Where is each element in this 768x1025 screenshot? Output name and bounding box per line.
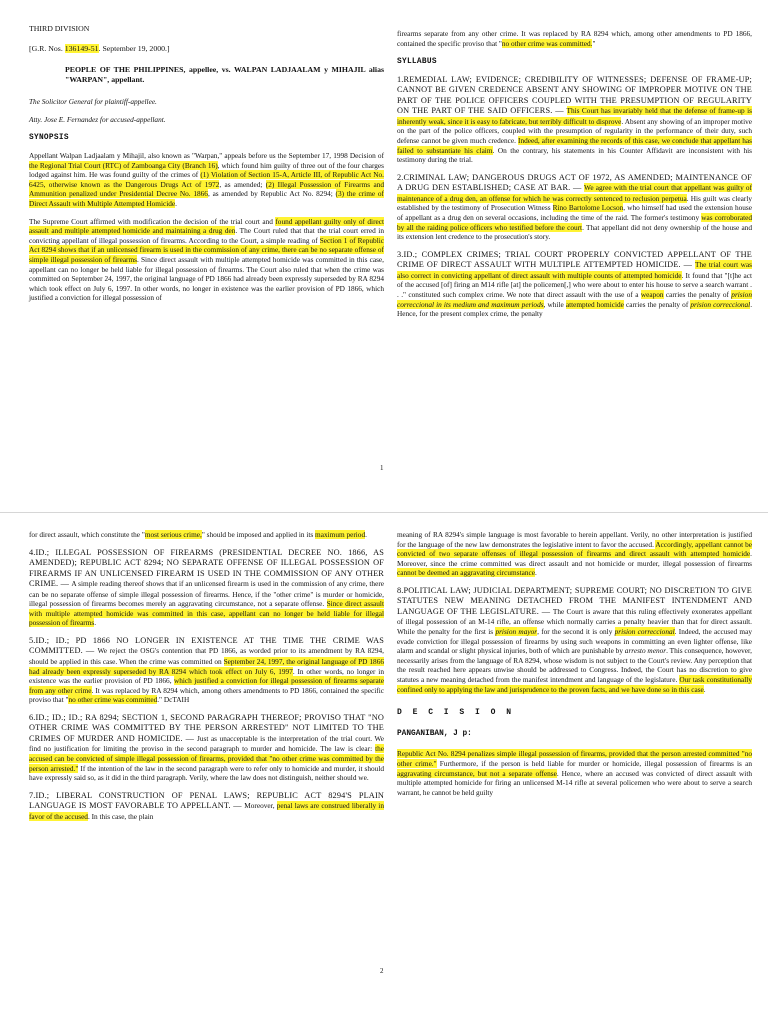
body-text: carries the penalty of xyxy=(663,289,732,299)
highlighted-text: (1) Violation of Section 15-A, Article III, of Republic Act No. 6425, otherwise known as the Dangerous Drugs Act of 1972 xyxy=(29,170,384,189)
highlighted-text: prision correccional xyxy=(614,627,675,637)
syllabus-item-6 xyxy=(29,713,384,783)
highlighted-text: September 24, 1997, the original language of PD 1866 had already been expressly superseded by RA 8294 which took effect on July 6, 1997 xyxy=(29,656,384,676)
synopsis-heading: SYNOPSIS xyxy=(29,134,69,143)
body-text: The Court is aware that this ruling effectively exonerates appellant of illegal possession of an M-14 rifle, an offense which normally carries a penalty heavier than that for direct assault. While the penalty for the first is xyxy=(397,606,752,637)
syllabus-heading-text: 2.CRIMINAL LAW; DANGEROUS DRUGS ACT OF 1972, AS AMENDED; MAINTENANCE OF A DRUG DEN ESTABLISHED; CASE AT BAR. — xyxy=(397,172,752,193)
body-text: " should be imposed and applied in its xyxy=(201,530,316,539)
body-text: firearms separate from any other crime. It was replaced by RA 8294 which, among other amendments to PD 1866, contained the specific proviso that " xyxy=(397,29,752,48)
highlighted-text: prision correccional xyxy=(690,299,751,309)
body-text: , as amended by Republic Act No. 8294; xyxy=(207,189,336,199)
body-text: . xyxy=(703,684,706,694)
body-text: . xyxy=(365,530,367,539)
highlighted-text: Since direct assault with multiple attempted homicide was committed in this case, appellant can no longer be held liable for illegal possession of firearms xyxy=(29,599,384,628)
highlighted-text: which justified a conviction for illegal possession of firearms separate from any other crime xyxy=(29,676,384,695)
body-text: , which found him guilty of three out of the four charges lodged against him. He was found guilty of the crimes of xyxy=(29,160,384,180)
body-text: We reject the OSG's contention that PD 1866, as worded prior to its amendment by RA 8294, should be applied in this case. When the crime was committed on xyxy=(29,646,384,666)
synopsis-paragraph-2 xyxy=(29,217,384,303)
highlighted-text: (3) the crime of Direct Assault with Multiple Attempted Homicide xyxy=(29,189,384,208)
highlighted-text: no other crime was committed. xyxy=(501,38,593,48)
body-text: for direct assault, which constitute the " xyxy=(29,530,145,539)
highlighted-text: was corroborated by all the raiding police officers who testified before the court xyxy=(397,212,752,232)
syllabus-heading-text: 7.ID.; LIBERAL CONSTRUCTION OF PENAL LAWS; REPUBLIC ACT 8294'S PLAIN LANGUAGE IS MOST FAVORABLE TO APPELLANT. — xyxy=(29,790,384,811)
body-text: , as amended; xyxy=(219,179,266,189)
syllabus-heading-text: 1.REMEDIAL LAW; EVIDENCE; CREDIBILITY OF WITNESSES; DEFENSE OF FRAME-UP; CANNOT BE GIVEN CREDENCE ABSENT ANY SHOWING OF IMPROPER MOTIVE ON THE PART OF THE POLICE OFFICERS COUPLED WITH THE PRESUMPTION OF REGULARITY ON THE PART OF THE SAID OFFICERS. — xyxy=(397,74,752,116)
page2-right-column xyxy=(397,530,752,801)
highlighted-text: Accordingly, appellant cannot be convicted of two separate offenses of illegal possession of firearms and direct assault with attempted homicide xyxy=(397,539,752,559)
body-text: . Indeed, the accused may evade conviction for illegal possession of firearms by using such weapons in committing an even lighter offense, like alarm and scandal or slight physical injuries, both of which are punishable by xyxy=(397,627,752,656)
body-text: If the intention of the law in the second paragraph were to refer only to homicide and murder, it should have expressly said so, as it did in the third paragraph. Verily, where the law does not distinguish, neither should we. xyxy=(29,763,384,783)
page-number: 2 xyxy=(380,967,384,975)
body-text: . It found that "[t]he act of the accused [of] firing an M14 rifle [at] the policemen[,] who were about to enter his house to serve a search warrant . . ." constituted such complex crime. We note that direct assault with the use of a xyxy=(397,270,752,299)
page1-right-column xyxy=(397,29,752,323)
highlighted-text: found appellant guilty only of direct assault and multiple attempted homicide and maintaining a drug den xyxy=(29,216,385,236)
counsel-appellee: The Solicitor General for plaintiff-appellee. xyxy=(29,97,157,107)
highlighted-text: (2) Illegal Possession of Firearms and Ammunition penalized under Presidential Decree No. 1866 xyxy=(29,179,385,199)
body-text: . Hence, for the present complex crime, the penalty xyxy=(397,299,753,319)
decision-heading: D E C I S I O N xyxy=(397,708,515,718)
body-text: . On the contrary, his statements in his Counter Affidavit are inconsistent with his testimony during the trial. xyxy=(397,145,752,165)
syllabus-heading-text: 4.ID.; ILLEGAL POSSESSION OF FIREARMS (PRESIDENTIAL DECREE NO. 1866, AS AMENDED); REPUBLIC ACT 8294; NO SEPARATE OFFENSE OF ILLEGAL POSSESSION OF FIREARMS IF AN UNLICENSED FIREARM IS USED IN THE COMMISSION OF ANY OTHER CRIME. — xyxy=(29,547,384,589)
syllabus-item-5 xyxy=(29,636,384,705)
body-text: . xyxy=(534,568,537,578)
highlighted-text: prision correccional in its medium and maximum periods xyxy=(397,289,752,309)
page-number: 1 xyxy=(380,464,384,472)
synopsis-paragraph-1 xyxy=(29,151,384,209)
body-text: . This consequence, however, necessarily arises from the language of RA 8294, whose wisdom is not subject to the Court's review. Any perception that the result reached here appears unwise should be addressed to Congress. Indeed, the Court has no discretion to give statutes a new meaning detached from the manifest intendment and language of the legislature. xyxy=(397,646,752,685)
syllabus-heading-text: 6.ID.; ID.; ID.; RA 8294; SECTION 1, SECOND PARAGRAPH THEREOF; PROVISO THAT "NO OTHER CRIME WAS COMMITTED BY THE PERSON ARRESTED" NOT LIMITED TO THE CRIMES OF MURDER AND HOMICIDE. — xyxy=(29,712,384,743)
syllabus-heading: SYLLABUS xyxy=(397,58,437,67)
gr-number-link[interactable]: 136149-51 xyxy=(64,43,99,53)
decision-paragraph-1 xyxy=(397,749,752,797)
highlighted-text: attempted homicide xyxy=(565,299,624,309)
body-text: Appellant Walpan Ladjaalam y Mihajil, also known as "Warpan," appeals before us the September 17, 1998 Decision of xyxy=(29,150,384,160)
case-parties: PEOPLE OF THE PHILIPPINES, appellee, vs. WALPAN LADJAALAM y MIHAJIL alias "WARPAN", appellant. xyxy=(65,65,384,85)
body-text: Furthermore, if the person is held liable for murder or homicide, illegal possession of firearms is an xyxy=(436,759,752,768)
highlighted-text: the Regional Trial Court (RTC) of Zamboanga City (Branch 16) xyxy=(29,160,218,170)
syllabus-item-2 xyxy=(397,173,752,242)
highlighted-text: penal laws are construed liberally in favor of the accused xyxy=(29,801,384,821)
highlighted-text: Section 1 of Republic Act 8294 shows that if an unlicensed firearm is used in the commission of any crime, there can be no separate offense of simple illegal possession of firearms xyxy=(29,235,384,264)
syllabus-heading-text: 8.POLITICAL LAW; JUDICIAL DEPARTMENT; SUPREME COURT; NO DISCRETION TO GIVE STATUTES NEW MEANING DETACHED FROM THE MANIFEST INTENDMENT AND LANGUAGE OF THE LEGISLATURE. — xyxy=(397,585,752,616)
page1-left-column xyxy=(29,14,384,307)
syllabus-item-8 xyxy=(397,586,752,694)
syllabus-3-continuation xyxy=(29,530,384,540)
body-text: . xyxy=(94,618,97,628)
highlighted-text: Republic Act No. 8294 penalizes simple illegal possession of firearms, provided that the person arrested committed "no other crime." xyxy=(397,749,752,768)
highlighted-text: weapon xyxy=(640,289,664,299)
body-text: Moreover, xyxy=(244,801,277,811)
highlighted-text: Our task constitutionally confined only to applying the law and jurisprudence to the proven facts, and we have done so in this case xyxy=(397,675,752,694)
highlighted-text: The trial court was also correct in convicting appellant of direct assault with multiple counts of attempted homicide xyxy=(397,260,752,280)
body-text: The Supreme Court affirmed with modification the decision of the trial court and xyxy=(29,216,276,226)
body-text: . Hence, where an accused was convicted of direct assault with multiple attempted homicide for firing an unlicensed M-14 rifle at several policemen who were about to serve a search warrant, he cannot be held guilty xyxy=(397,768,752,797)
synopsis-continuation xyxy=(397,29,752,48)
syllabus-item-7 xyxy=(29,791,384,822)
highlighted-text: the accused can be convicted of simple illegal possession of firearms, provided that "no other crime was committed by the person arrested." xyxy=(29,744,384,773)
document-page-2 xyxy=(0,512,768,1025)
page2-left-column xyxy=(29,530,384,825)
body-text: [G.R. Nos. xyxy=(29,43,65,53)
highlighted-text: Rino Bartolome Locson xyxy=(552,203,624,213)
body-text: , while xyxy=(543,299,566,309)
highlighted-text: We agree with the trial court that appellant was guilty of maintenance of a drug den, an offense for which he was correctly sentenced to reclusion perpetua xyxy=(397,183,752,203)
body-text: , for the second it is only xyxy=(537,627,615,637)
body-text: carries the penalty of xyxy=(623,299,691,309)
syllabus-heading-text: 3.ID.; COMPLEX CRIMES; TRIAL COURT PROPERLY CONVICTED APPELLANT OF THE CRIME OF DIRECT ASSAULT WITH MULTIPLE ATTEMPTED HOMICIDE. — xyxy=(397,249,752,270)
body-text: . Since direct assault with multiple attempted homicide was committed in this case, appellant can no longer be held liable for illegal possession of firearms. The Court also ruled that when the crime was committed on September 24, 1997, the original language of PD 1866 had already been expressly superseded by RA 8294 which took effect on July 6, 1997. In other words, no longer in existence was the earlier provision of PD 1866, which justified a conviction for illegal possession of xyxy=(29,254,384,303)
highlighted-text: cannot be deemed an aggravating circumstance xyxy=(397,568,535,578)
body-text: A simple reading thereof shows that if an unlicensed firearm is used in the commission of any crime, there can be no separate offense of simple illegal possession of firearms. Hence, if the "other crime" is murder or homicide, illegal possession of firearms becomes merely an aggravating circumstance, not a separate offense. xyxy=(29,579,384,609)
document-page-1 xyxy=(0,0,768,512)
syllabus-heading-text: 5.ID.; ID.; PD 1866 NO LONGER IN EXISTENCE AT THE TIME THE CRIME WAS COMMITTED. — xyxy=(29,635,384,656)
body-text: ." DcTAIH xyxy=(157,695,190,705)
body-text: meaning of RA 8294's simple language is most favorable to herein appellant. Verily, no other interpretation is justified for the language of the new law demonstrates the legislative intent to favor the accused. xyxy=(397,530,752,549)
syllabus-item-1 xyxy=(397,75,752,165)
highlighted-text: most serious crime, xyxy=(144,530,202,539)
body-text: . September 19, 2000.] xyxy=(98,43,170,53)
division-heading: THIRD DIVISION xyxy=(29,24,90,33)
body-text: " xyxy=(592,38,596,48)
highlighted-text: no other crime was committed xyxy=(68,695,158,705)
body-text: . That appellant did not deny ownership of the house and its extension lent credence to the prosecution's story. xyxy=(397,222,752,242)
body-text: arresto menor xyxy=(624,646,667,656)
highlighted-text: aggravating circumstance, but not a separate offense xyxy=(397,768,557,778)
syllabus-7-continuation xyxy=(397,530,752,578)
body-text: . His guilt was clearly established by the testimony of Prosecution Witness xyxy=(397,193,752,213)
body-text: . Absent any showing of an improper motive on the part of the police officers, coupled with the presumption of regularity in the performance of their duty, such defense cannot be given much credence. xyxy=(397,116,752,145)
syllabus-item-3 xyxy=(397,250,752,319)
body-text: . xyxy=(175,198,177,208)
body-text: , who himself had used the extension house of appellant as a drug den on several occasions, including the time of the raid. The former's testimony xyxy=(397,203,752,222)
body-text: . In other words, no longer in existence was the earlier provision of PD 1866, xyxy=(29,666,384,686)
body-text: . Moreover, since the crime committed was direct assault and not homicide or murder, illegal possession of firearms xyxy=(397,549,752,568)
counsel-appellant: Atty. Jose E. Fernandez for accused-appellant. xyxy=(29,114,166,124)
body-text: . In this case, the plain xyxy=(87,811,154,821)
gr-number xyxy=(29,44,384,54)
body-text: Just as unacceptable is the interpretation of the trial court. We find no justification for limiting the proviso in the second paragraph to murder and homicide. The law is clear: xyxy=(29,733,384,754)
body-text: . The Court ruled that that the trial court erred in convicting appellant of illegal possession of firearms. According to the Court, a simple reading of xyxy=(29,226,384,245)
highlighted-text: maximum period xyxy=(315,530,366,539)
ponente: PANGANIBAN, J p: xyxy=(397,729,472,738)
highlighted-text: prision mayor xyxy=(495,627,538,637)
highlighted-text: This Court has invariably held that the defense of frame-up is inherently weak, since it is easy to fabricate, but terribly difficult to disprove xyxy=(397,106,752,126)
body-text: . It was replaced by RA 8294 which, among others amendments to PD 1866, contained the specific proviso that " xyxy=(29,685,384,705)
highlighted-text: Indeed, after examining the records of this case, we conclude that appellant has failed to substantiate his claim xyxy=(397,135,752,155)
syllabus-item-4 xyxy=(29,548,384,628)
